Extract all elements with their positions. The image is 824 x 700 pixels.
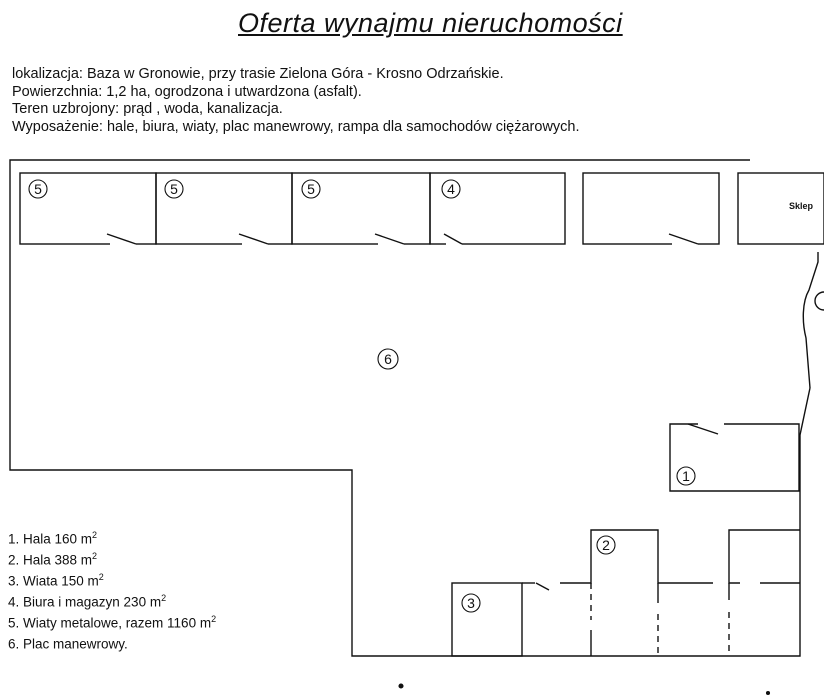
top-buildings [20, 173, 824, 244]
marker-shed-a [29, 180, 47, 198]
shop-label: Sklep [788, 201, 814, 211]
marker-label: 5 [170, 181, 178, 197]
marker-label: 4 [447, 181, 455, 197]
description-area: Powierzchnia: 1,2 ha, ogrodzona i utwardzona (asfalt). [12, 83, 362, 100]
legend-item: 6. Plac manewrowy. [8, 636, 128, 652]
marker-label: 2 [602, 537, 610, 553]
description-location: lokalizacja: Baza w Gronowie, przy trasie Zielona Góra - Krosno Odrzańskie. [12, 66, 504, 82]
marker-office [442, 180, 460, 198]
legend-item: 3. Wiata 150 $m^2$ [8, 572, 104, 589]
legend-item: 2. Hala 388 $m^2$ [8, 551, 98, 568]
shelter-building [452, 583, 522, 656]
marker-label: 5 [307, 181, 315, 197]
legend-item: 5. Wiaty metalowe, razem 1160 $m^2$ [8, 614, 217, 631]
scan-speck [767, 692, 770, 695]
unnumbered-building [583, 173, 719, 244]
marker-label: 6 [384, 351, 392, 367]
legend-item: 1. Hala 160 $m^2$ [8, 530, 98, 547]
marker-square [378, 349, 398, 369]
description-equipment: Wyposażenie: hale, biura, wiaty, plac manewrowy, rampa dla samochodów ciężarowych. [12, 118, 580, 135]
description-utilities: Teren uzbrojony: prąd , woda, kanalizacja. [12, 101, 283, 117]
scan-speck [399, 684, 403, 688]
page-title: Oferta wynajmu nieruchomości [238, 8, 623, 38]
marker-label: 5 [34, 181, 42, 197]
hall-small [670, 424, 799, 491]
legend [8, 527, 216, 653]
marker-label: 1 [682, 468, 690, 484]
bottom-complex [452, 530, 800, 656]
marker-shed-c [302, 180, 320, 198]
marker-shed-b [165, 180, 183, 198]
site-boundary-right [803, 252, 818, 388]
legend-item: 4. Biura i magazyn 230 $m^2$ [8, 593, 167, 610]
marker-label: 3 [467, 595, 475, 611]
offpage-marker [815, 292, 824, 310]
